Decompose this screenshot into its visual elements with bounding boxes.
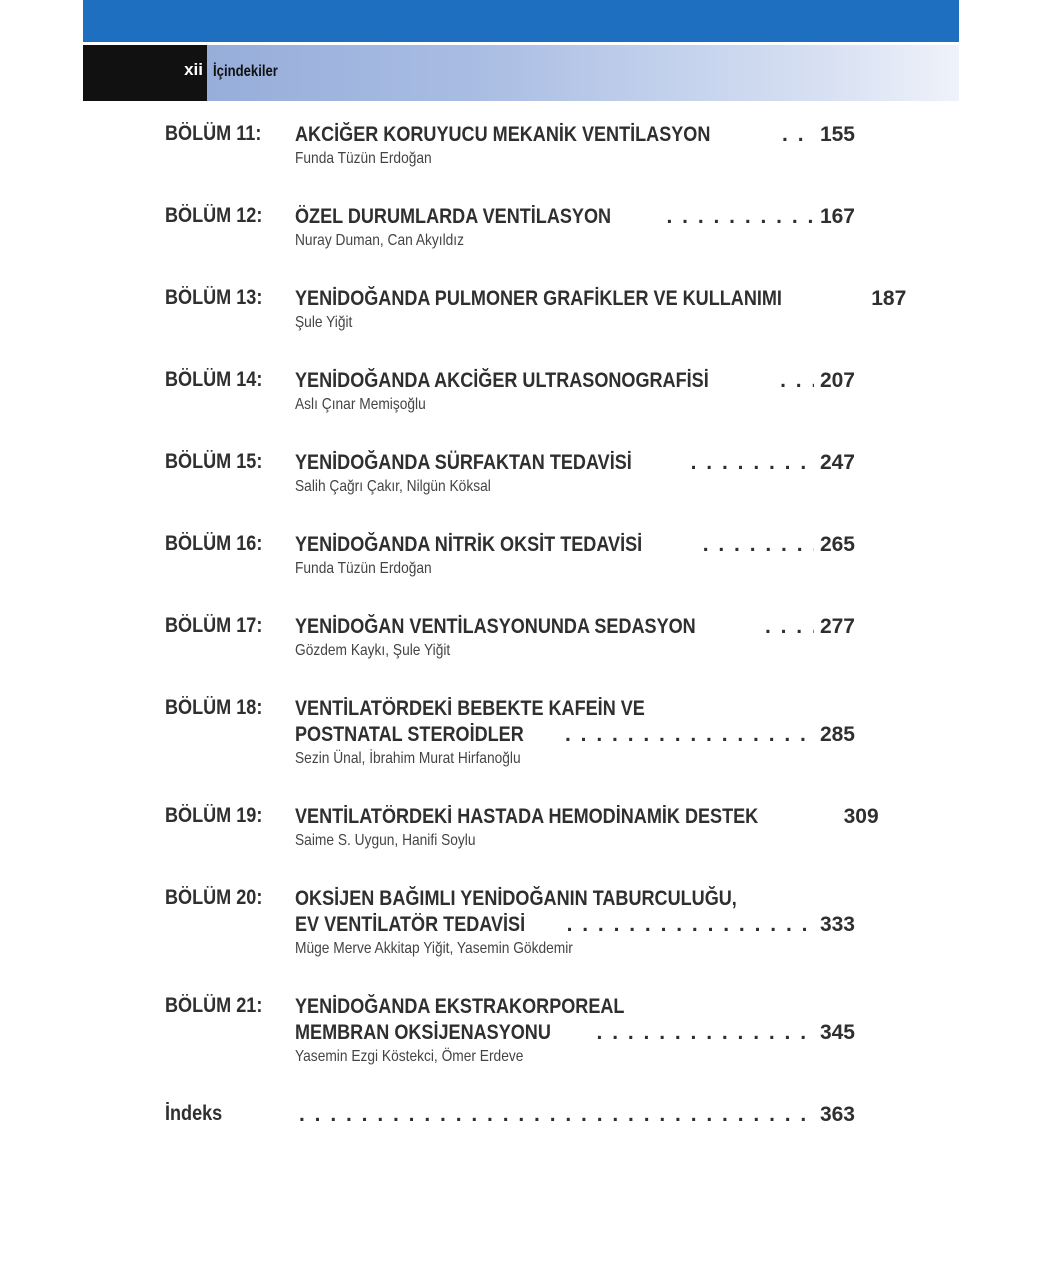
toc-entry[interactable]	[165, 450, 855, 496]
page-ref: 345	[819, 1021, 855, 1044]
toc-entry[interactable]	[165, 886, 855, 958]
chapter-authors: Salih Çağrı Çakır, Nilgün Köksal	[295, 478, 491, 495]
chapter-authors: Nuray Duman, Can Akyıldız	[295, 232, 465, 249]
chapter-title: OKSİJEN BAĞIMLI YENİDOĞANIN TABURCULUĞU,	[295, 887, 737, 910]
chapter-authors: Sezin Ünal, İbrahim Murat Hirfanoğlu	[295, 750, 521, 767]
toc-entry[interactable]	[165, 804, 879, 850]
table-of-contents	[165, 122, 907, 1164]
dot-leader	[597, 1020, 814, 1046]
chapter-title: AKCİĞER KORUYUCU MEKANİK VENTİLASYON	[295, 123, 711, 146]
chapter-label: BÖLÜM 15:	[165, 450, 263, 473]
page-ref: 187	[871, 287, 907, 310]
chapter-title: POSTNATAL STEROİDLER	[295, 723, 524, 746]
dot-leader	[565, 722, 814, 748]
page-ref: 277	[819, 615, 855, 638]
chapter-body	[295, 450, 855, 496]
chapter-title: YENİDOĞAN VENTİLASYONUNDA SEDASYON	[295, 615, 696, 638]
page-number: xii	[184, 60, 203, 79]
chapter-label: BÖLÜM 14:	[165, 368, 263, 391]
chapter-title-row	[295, 286, 907, 312]
toc-entry[interactable]	[165, 368, 855, 414]
chapter-title-row	[295, 614, 855, 640]
chapter-body	[295, 1102, 855, 1128]
page-ref: 247	[819, 451, 855, 474]
dot-leader	[782, 122, 814, 148]
chapter-title-row	[295, 1020, 855, 1046]
dot-leader	[567, 912, 814, 938]
chapter-body	[295, 886, 855, 958]
chapter-title: YENİDOĞANDA AKCİĞER ULTRASONOGRAFİSİ	[295, 369, 709, 392]
chapter-body	[295, 696, 855, 768]
chapter-body	[295, 994, 855, 1066]
chapter-title: YENİDOĞANDA EKSTRAKORPOREAL	[295, 995, 625, 1018]
toc-entry[interactable]	[165, 286, 907, 332]
chapter-title: YENİDOĞANDA PULMONER GRAFİKLER VE KULLANIMI	[295, 287, 782, 310]
chapter-label: BÖLÜM 13:	[165, 286, 263, 309]
dot-leader	[691, 450, 814, 476]
dot-leader	[780, 368, 814, 394]
toc-entry[interactable]	[165, 994, 855, 1066]
chapter-title: YENİDOĞANDA NİTRİK OKSİT TEDAVİSİ	[295, 533, 643, 556]
chapter-title: MEMBRAN OKSİJENASYONU	[295, 1021, 551, 1044]
chapter-label: BÖLÜM 20:	[165, 886, 263, 909]
chapter-title: YENİDOĞANDA SÜRFAKTAN TEDAVİSİ	[295, 451, 632, 474]
page-ref: 207	[819, 369, 855, 392]
chapter-authors: Müge Merve Akkitap Yiğit, Yasemin Gökdemir	[295, 940, 573, 957]
toc-entry[interactable]	[165, 614, 855, 660]
dot-leader	[765, 614, 814, 640]
chapter-label: BÖLÜM 17:	[165, 614, 263, 637]
chapter-title-row	[295, 722, 855, 748]
chapter-label: BÖLÜM 16:	[165, 532, 263, 555]
page-ref: 155	[819, 123, 855, 146]
chapter-title-row	[295, 450, 855, 476]
chapter-authors: Şule Yiğit	[295, 314, 353, 331]
top-color-bar	[83, 0, 959, 42]
page-ref: 265	[819, 533, 855, 556]
chapter-label: BÖLÜM 21:	[165, 994, 263, 1017]
chapter-title: EV VENTİLATÖR TEDAVİSİ	[295, 913, 526, 936]
chapter-label: BÖLÜM 18:	[165, 696, 263, 719]
chapter-authors: Yasemin Ezgi Köstekci, Ömer Erdeve	[295, 1048, 524, 1065]
chapter-title-row	[295, 912, 855, 938]
chapter-title: ÖZEL DURUMLARDA VENTİLASYON	[295, 205, 612, 228]
toc-entry[interactable]	[165, 696, 855, 768]
chapter-authors: Funda Tüzün Erdoğan	[295, 150, 432, 167]
chapter-title-row	[295, 122, 855, 148]
toc-entry[interactable]	[165, 204, 855, 250]
chapter-body	[295, 804, 879, 850]
chapter-body	[295, 286, 907, 332]
toc-entry[interactable]	[165, 532, 855, 578]
chapter-body	[295, 614, 855, 660]
chapter-label: BÖLÜM 12:	[165, 204, 263, 227]
page-ref: 167	[819, 205, 855, 228]
toc-entry[interactable]	[165, 122, 855, 168]
chapter-title: VENTİLATÖRDEKİ HASTADA HEMODİNAMİK DESTEK	[295, 805, 759, 828]
chapter-authors: Gözdem Kaykı, Şule Yiğit	[295, 642, 451, 659]
chapter-label: BÖLÜM 11:	[165, 122, 262, 145]
dot-leader	[299, 1102, 814, 1128]
chapter-label: BÖLÜM 19:	[165, 804, 263, 827]
chapter-label: İndeks	[165, 1102, 223, 1125]
dot-leader	[703, 532, 814, 558]
running-header	[83, 45, 959, 101]
page-ref: 363	[819, 1103, 855, 1126]
chapter-title-row	[295, 368, 855, 394]
chapter-title-row	[295, 204, 855, 230]
chapter-title-row	[295, 804, 879, 830]
chapter-title-row	[295, 532, 855, 558]
chapter-body	[295, 532, 855, 578]
book-page	[83, 0, 959, 1280]
page-number-box	[83, 45, 207, 101]
page-ref: 285	[819, 723, 855, 746]
dot-leader	[667, 204, 814, 230]
header-title: İçindekiler	[213, 63, 278, 80]
chapter-authors: Saime S. Uygun, Hanifi Soylu	[295, 832, 476, 849]
chapter-authors: Aslı Çınar Memişoğlu	[295, 396, 426, 413]
chapter-title-row	[295, 1102, 855, 1128]
page-ref: 333	[819, 913, 855, 936]
chapter-authors: Funda Tüzün Erdoğan	[295, 560, 432, 577]
chapter-body	[295, 122, 855, 168]
chapter-body	[295, 368, 855, 414]
page-ref: 309	[843, 805, 879, 828]
chapter-title: VENTİLATÖRDEKİ BEBEKTE KAFEİN VE	[295, 697, 645, 720]
toc-entry[interactable]	[165, 1102, 855, 1128]
chapter-body	[295, 204, 855, 250]
